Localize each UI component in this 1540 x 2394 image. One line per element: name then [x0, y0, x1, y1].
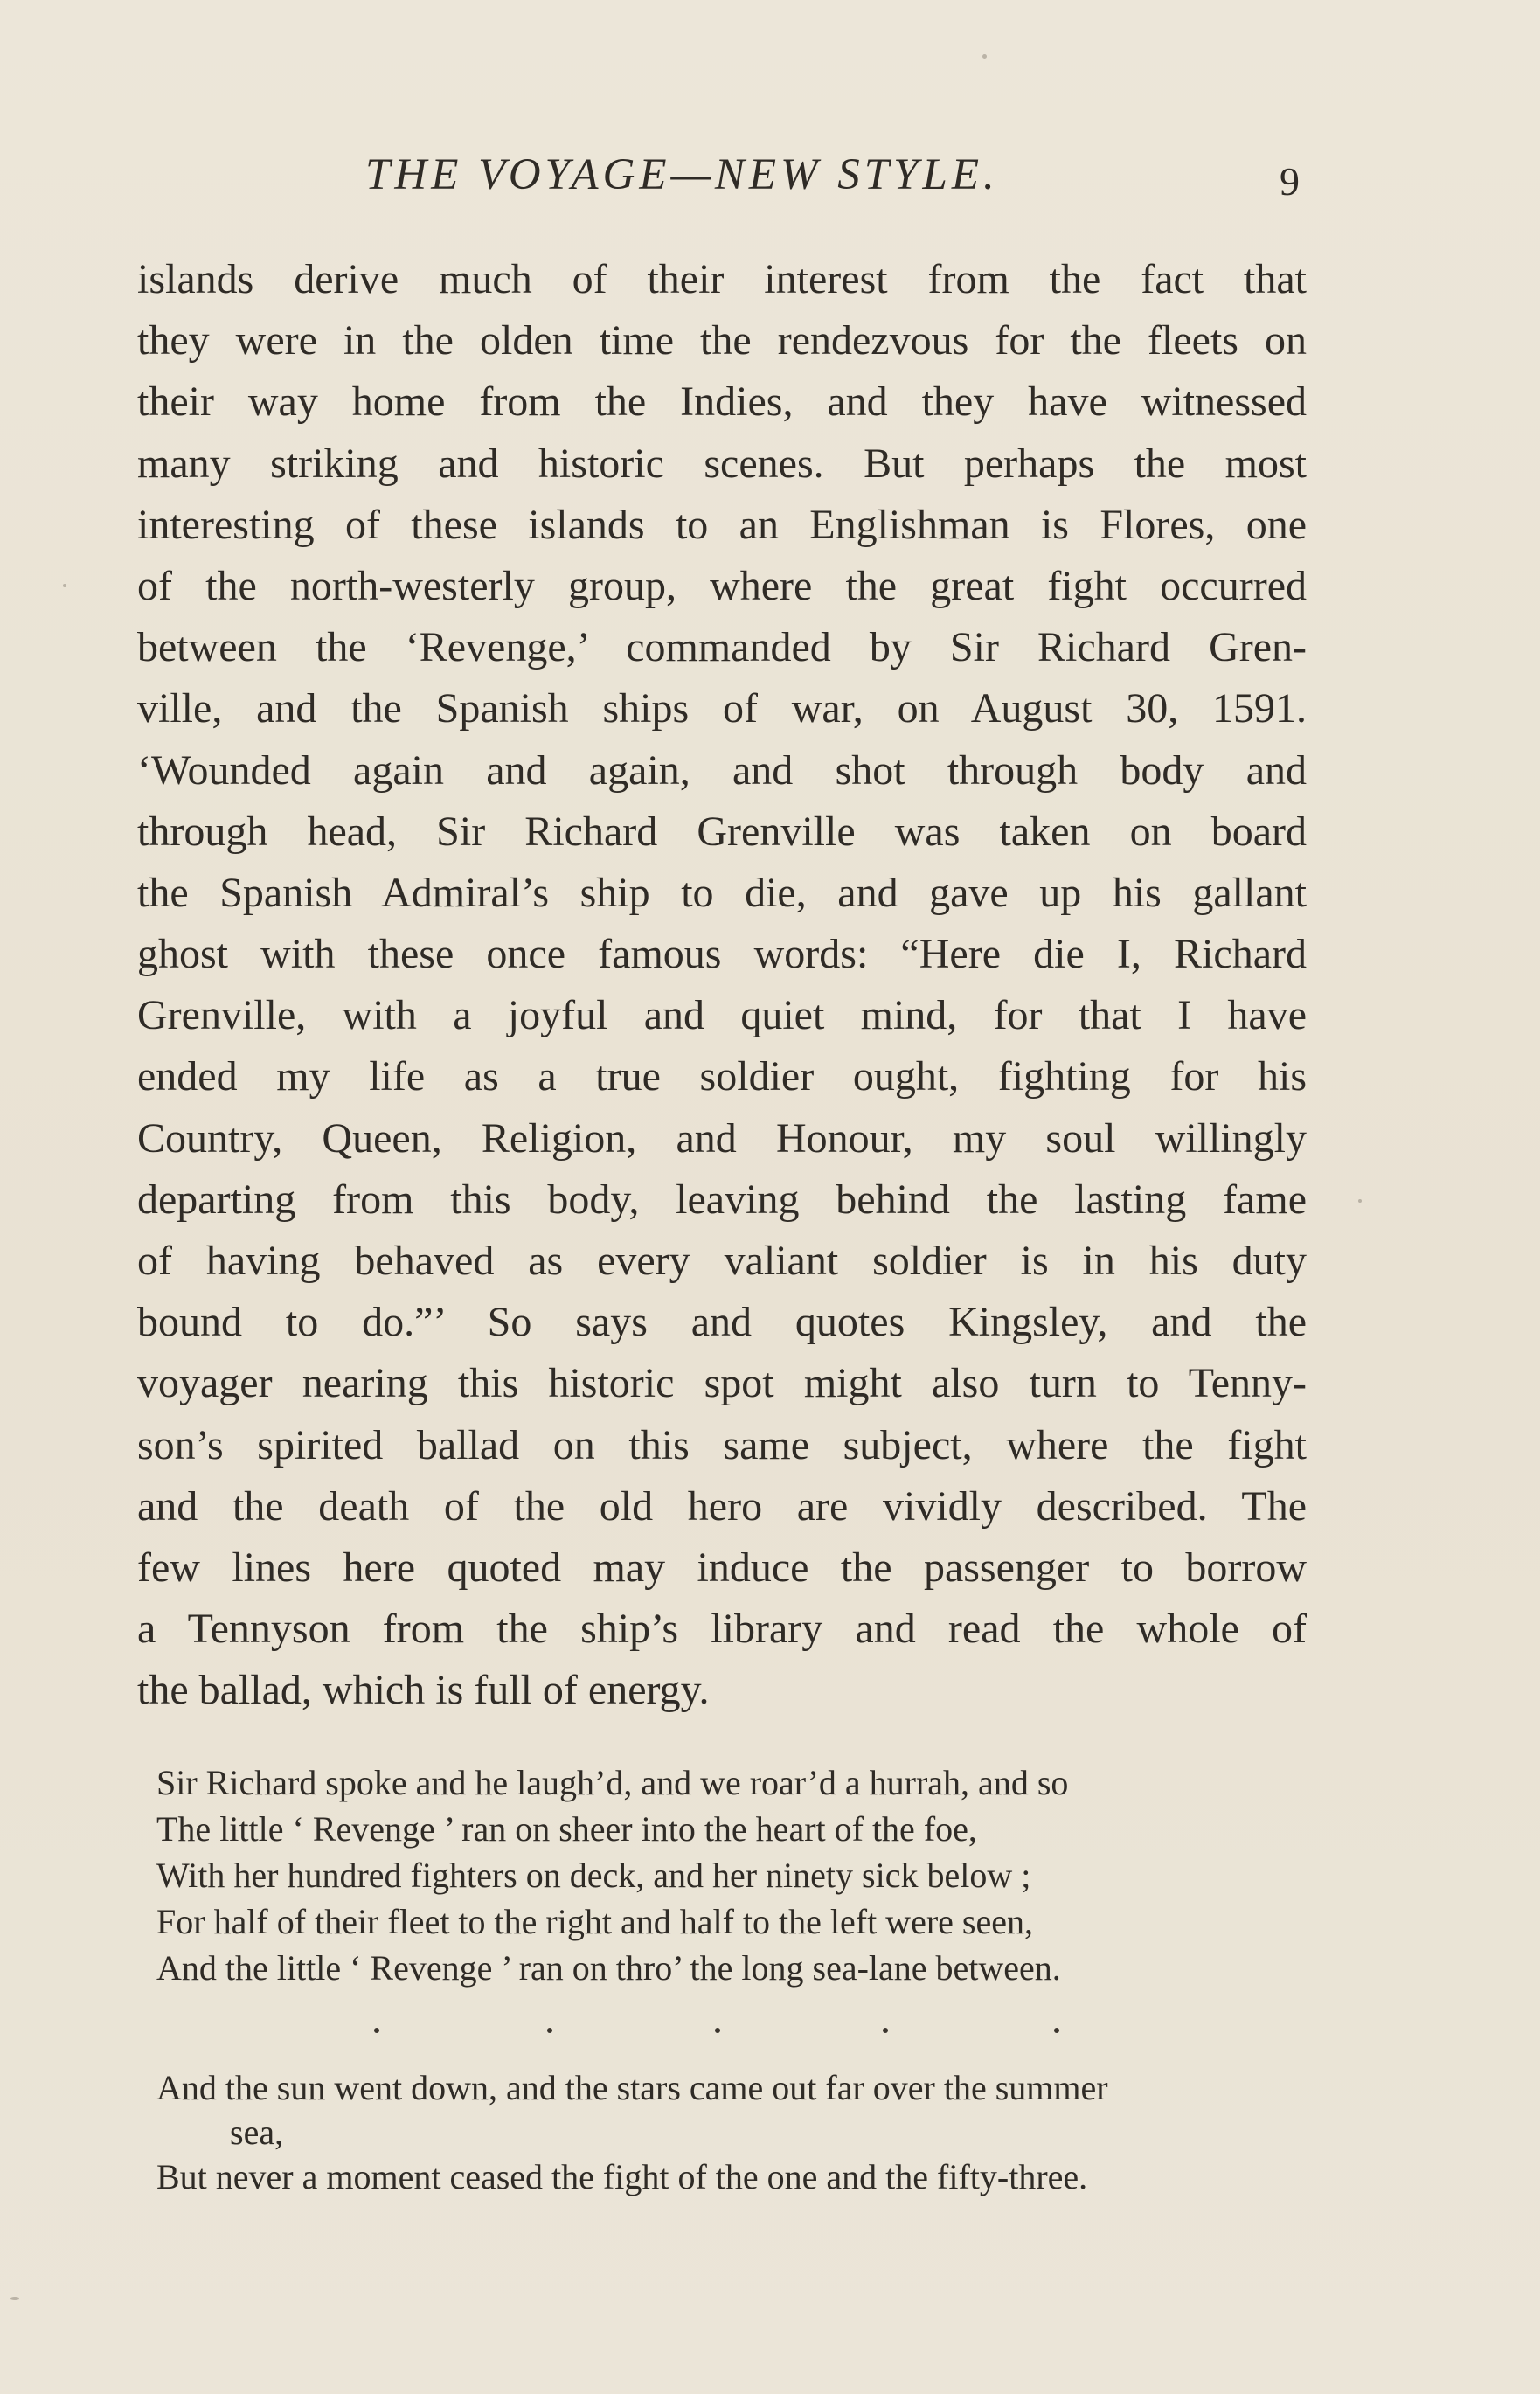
verse-line: Sir Richard spoke and he laugh’d, and we roar’d a hurrah, and so [156, 1763, 1069, 1802]
text-line: of having behaved as every valiant soldier is in his duty [137, 1238, 1307, 1284]
verse-line: And the little ‘ Revenge ’ ran on thro’ the long sea-lane between. [156, 1948, 1061, 1988]
ellipsis-dot [547, 2028, 552, 2033]
text-line: their way home from the Indies, and they have witnessed [137, 378, 1307, 426]
text-line: of the north-westerly group, where the great fight occurred [137, 562, 1307, 609]
paper-speck [982, 54, 987, 59]
verse-line: With her hundred fighters on deck, and her ninety sick below ; [156, 1856, 1031, 1895]
text-line: the ballad, which is full of energy. [137, 1667, 710, 1714]
verse-line: But never a moment ceased the fight of the one and the fifty-three. [156, 2157, 1088, 2196]
text-line: between the ‘Revenge,’ commanded by Sir Richard Gren- [137, 624, 1307, 671]
ellipsis-dot [1054, 2028, 1059, 2033]
verse-line-runover: sea, [230, 2113, 284, 2152]
text-line: islands derive much of their interest from the fact that [137, 256, 1307, 302]
ellipsis-dot [715, 2028, 720, 2033]
ellipsis-dot [883, 2028, 888, 2033]
paper-speck [10, 2297, 19, 2300]
text-line: they were in the olden time the rendezvous for the fleets on [137, 317, 1307, 364]
text-line: a Tennyson from the ship’s library and read the whole of [137, 1606, 1307, 1653]
text-line: Grenville, with a joyful and quiet mind, for that I have [137, 992, 1307, 1039]
text-line: through head, Sir Richard Grenville was taken on board [137, 808, 1307, 855]
text-line: ghost with these once famous words: “Here die I, Richard [137, 931, 1307, 978]
text-line: interesting of these islands to an Englishman is Flores, one [137, 501, 1307, 548]
ellipsis-dot [374, 2028, 379, 2033]
text-line: the Spanish Admiral’s ship to die, and gave up his gallant [137, 869, 1307, 916]
verse-quotation-continued [156, 2065, 1310, 2199]
verse-quotation [156, 1759, 1310, 1991]
text-line: Country, Queen, Religion, and Honour, my soul willingly [137, 1114, 1307, 1162]
verse-line: And the sun went down, and the stars came out far over the summer [156, 2068, 1108, 2107]
text-line: many striking and historic scenes. But perhaps the most [137, 440, 1307, 487]
verse-ellipsis [350, 2028, 1224, 2045]
page-number: 9 [1280, 159, 1300, 204]
text-line: departing from this body, leaving behind the lasting fame [137, 1176, 1307, 1223]
text-line: voyager nearing this historic spot might also turn to Tenny- [137, 1360, 1307, 1407]
text-line: and the death of the old hero are vividly described. The [137, 1482, 1307, 1530]
body-text [137, 249, 1307, 1722]
running-header [0, 147, 1540, 203]
text-line: ended my life as a true soldier ought, fighting for his [137, 1053, 1307, 1100]
verse-line: The little ‘ Revenge ’ ran on sheer into the heart of the foe, [156, 1809, 977, 1849]
text-line: ‘Wounded again and again, and shot through body and [137, 746, 1307, 794]
verse-line: For half of their fleet to the right and half to the left were seen, [156, 1902, 1033, 1941]
text-line: son’s spirited ballad on this same subject, where the fight [137, 1421, 1307, 1468]
text-line: bound to do.”’ So says and quotes Kingsley, and the [137, 1299, 1307, 1346]
text-line: ville, and the Spanish ships of war, on August 30, 1591. [137, 685, 1307, 732]
paper-speck [63, 584, 66, 587]
text-line: few lines here quoted may induce the passenger to borrow [137, 1544, 1307, 1591]
paper-speck [1358, 1199, 1362, 1203]
running-title: THE VOYAGE—NEW STYLE. [365, 150, 999, 199]
